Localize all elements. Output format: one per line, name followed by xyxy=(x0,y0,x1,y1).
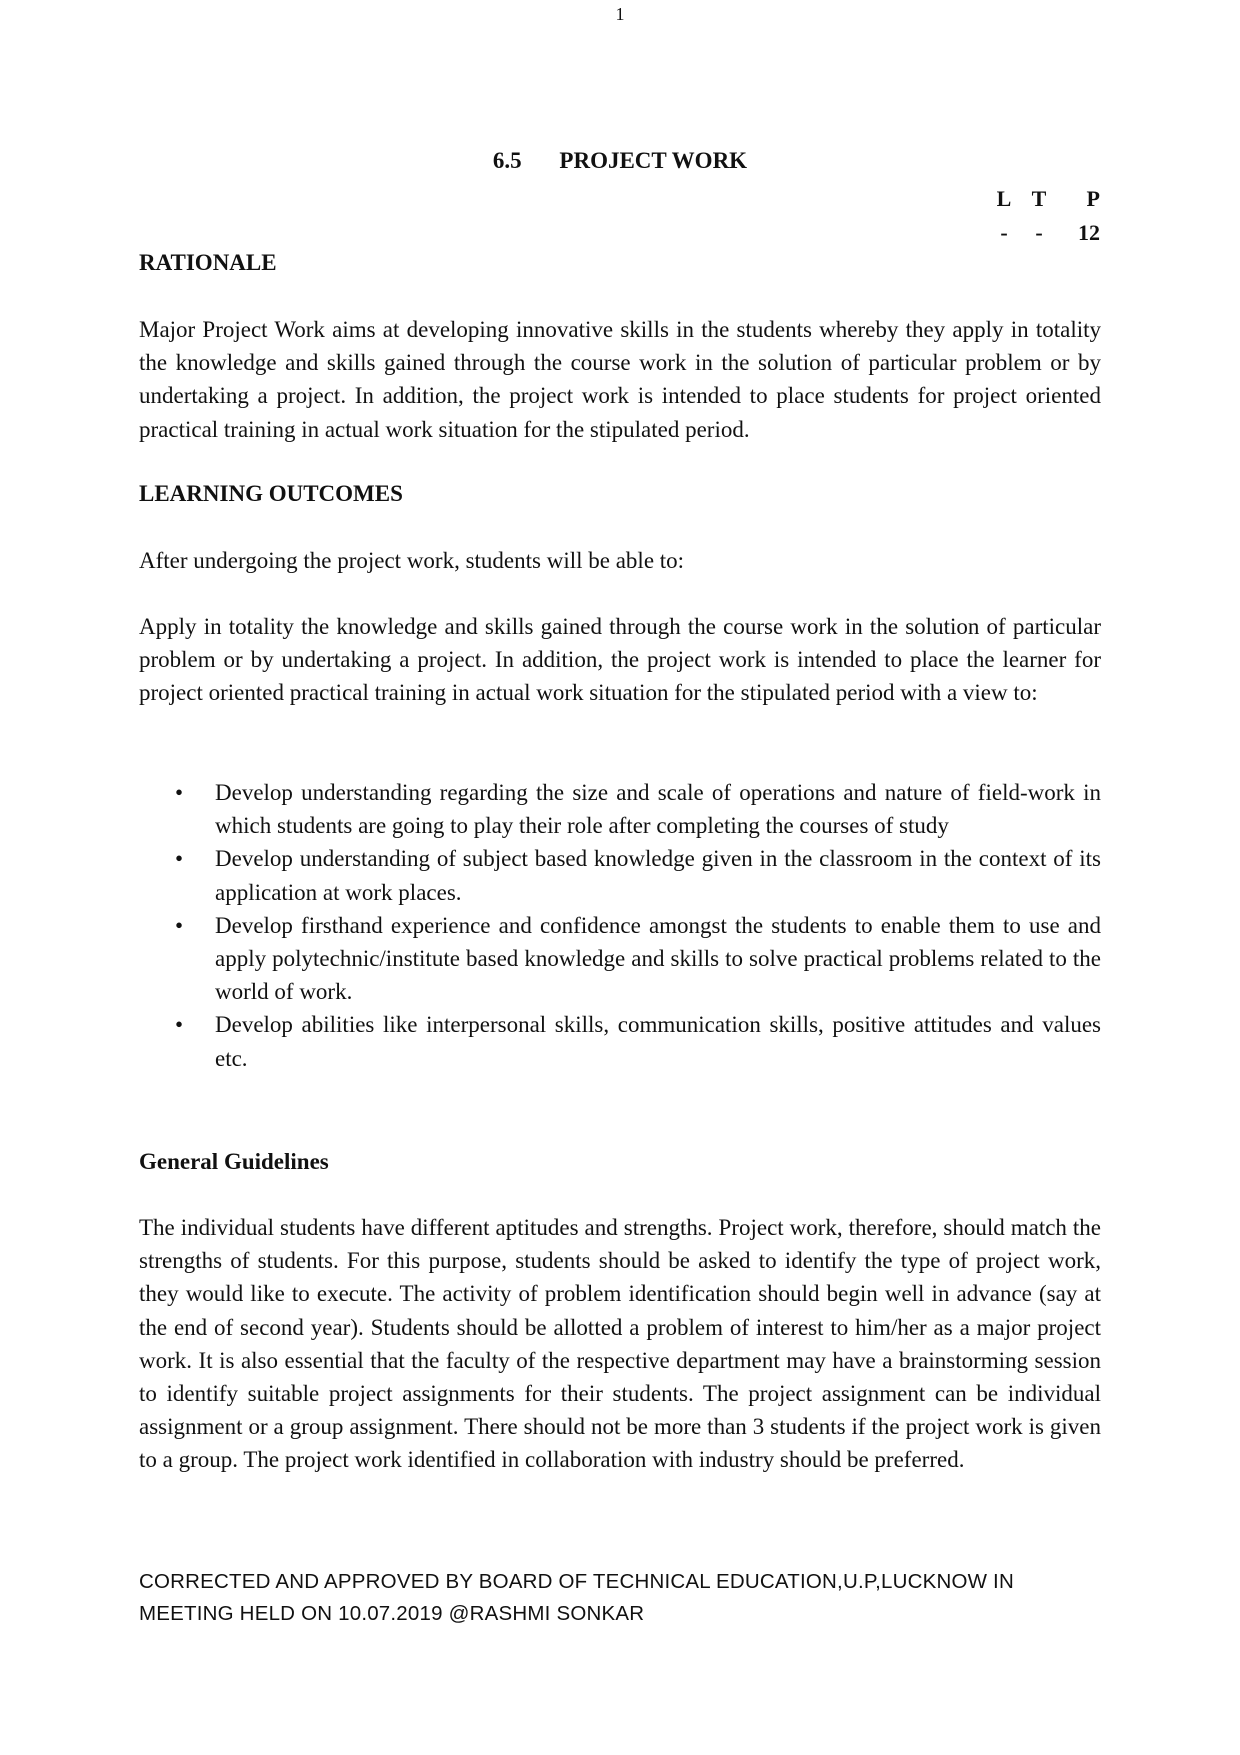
section-number: 6.5 xyxy=(492,148,522,173)
list-item xyxy=(139,842,1101,908)
footer-line-2: MEETING HELD ON 10.07.2019 @RASHMI SONKAR xyxy=(139,1602,645,1625)
rationale-heading-block xyxy=(139,246,1101,279)
list-item-text: Develop abilities like interpersonal skills, communication skills, positive attitudes and values etc. xyxy=(215,1012,1101,1071)
general-guidelines-text-block xyxy=(139,1211,1101,1477)
ltp-header-l: L xyxy=(996,186,1012,211)
general-guidelines-text: The individual students have different aptitudes and strengths. Project work, therefore, should match the strengths of students. For this purpose, students should be asked to identify the type of project work, they would like to execute. The activity of problem identification should begin well in advance (say at the end of second year). Students should be allotted a problem of interest to him/her as a major project work. It is also essential that the faculty of the respective department may have a brainstorming session to identify suitable project assignments for their students. The project assignment can be individual assignment or a group assignment. There should not be more than 3 students if the project work is given to a group. The project work identified in collaboration with industry should be preferred. xyxy=(139,1215,1101,1473)
ltp-header-p: P xyxy=(1086,186,1100,211)
ltp-value-p: 12 xyxy=(1078,220,1100,245)
learning-outcomes-text-block xyxy=(139,610,1101,710)
ltp-value-t: - xyxy=(1035,220,1043,245)
list-item-text: Develop understanding of subject based knowledge given in the classroom in the context of its application at work places. xyxy=(215,846,1101,905)
page-number: 1 xyxy=(615,4,625,24)
learning-outcomes-intro-block xyxy=(139,544,1101,577)
section-title xyxy=(0,148,1240,174)
bullet-icon: • xyxy=(175,780,184,805)
bullet-icon: • xyxy=(175,846,184,872)
ltp-table xyxy=(990,182,1100,250)
learning-outcomes-list-block xyxy=(139,776,1101,1075)
list-item-text: Develop firsthand experience and confidence amongst the students to enable them to use and apply polytechnic/institute based knowledge and skills to solve practical problems related to the world of work. xyxy=(215,912,1101,1005)
bullet-icon: • xyxy=(175,1012,184,1038)
learning-outcomes-heading: LEARNING OUTCOMES xyxy=(139,481,403,506)
learning-outcomes-heading-block xyxy=(139,477,1101,510)
list-item-text: Develop understanding regarding the size and scale of operations and nature of field-work in which students are going to play their role after completing the courses of study xyxy=(215,780,1101,839)
rationale-text: Major Project Work aims at developing innovative skills in the students whereby they apply in totality the knowledge and skills gained through the course work in the solution of particular problem or by undertaking a project. In addition, the project work is intended to place students for project oriented practical training in actual work situation for the stipulated period. xyxy=(139,317,1101,442)
approval-footer xyxy=(139,1566,1101,1630)
list-item xyxy=(139,776,1101,842)
general-guidelines-heading-block xyxy=(139,1145,1101,1178)
learning-outcomes-list xyxy=(139,776,1101,1075)
bullet-icon: • xyxy=(175,912,184,938)
list-item xyxy=(139,909,1101,1009)
general-guidelines-heading: General Guidelines xyxy=(139,1149,329,1174)
ltp-header-row xyxy=(990,182,1100,216)
rationale-heading: RATIONALE xyxy=(139,250,277,275)
ltp-header-t: T xyxy=(1031,186,1047,211)
learning-outcomes-text: Apply in totality the knowledge and skills gained through the course work in the solution of particular problem or by undertaking a project. In addition, the project work is intended to place the learner for project oriented practical training in actual work situation for the stipulated period with a view to: xyxy=(139,614,1101,706)
learning-outcomes-intro: After undergoing the project work, students will be able to: xyxy=(139,548,685,573)
section-title-text: PROJECT WORK xyxy=(559,148,748,173)
ltp-value-l: - xyxy=(1000,220,1008,245)
list-item xyxy=(139,1008,1101,1074)
footer-line-1: CORRECTED AND APPROVED BY BOARD OF TECHNICAL EDUCATION,U.P,LUCKNOW IN xyxy=(139,1570,1014,1593)
ltp-value-row xyxy=(990,216,1100,250)
rationale-section xyxy=(139,313,1101,446)
